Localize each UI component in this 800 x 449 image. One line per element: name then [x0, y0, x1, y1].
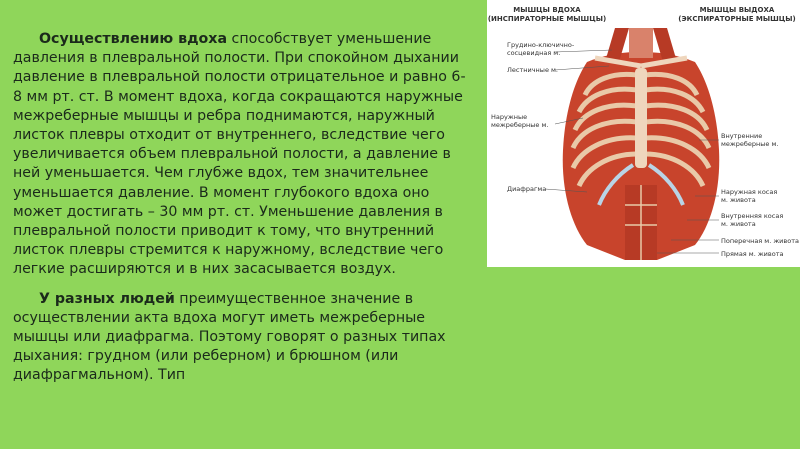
label-external-oblique-2: м. живота [721, 196, 756, 204]
sternum [635, 68, 647, 168]
respiratory-muscles-illustration [487, 0, 800, 267]
label-internal-intercostal-1: Внутренние [721, 132, 763, 140]
header-exhale-subtitle: (ЭКСПИРАТОРНЫЕ МЫШЦЫ) [678, 15, 796, 23]
label-external-intercostal-2: межреберные м. [491, 121, 549, 129]
label-rectus-abdominis: Прямая м. живота [721, 250, 784, 258]
header-inhale-subtitle: (ИНСПИРАТОРНЫЕ МЫШЦЫ) [487, 15, 607, 23]
torso-drawing [563, 28, 720, 260]
paragraph-breathing-types-body: преимущественное значение в осуществлении акта вдоха могут иметь межреберные мышцы или диафрагма. Поэтому говорят о разных типах дыхания: грудном (или реберном) и брюшном (или диафрагмальном). Тип [13, 290, 446, 384]
paragraph-inhalation-lead: Осуществлению вдоха [39, 31, 228, 47]
paragraph-breathing-types-lead: У разных людей [39, 290, 175, 307]
label-sternocleidomastoid-2: сосцевидная м. [507, 49, 561, 57]
body-text [13, 30, 473, 396]
label-internal-oblique-2: м. живота [721, 220, 756, 228]
neck-shape [629, 28, 653, 58]
label-transverse-abdominis: Поперечная м. живота [721, 237, 799, 245]
label-sternocleidomastoid-1: Грудино-ключично- [507, 41, 575, 49]
illustration-canvas [487, 0, 800, 267]
label-external-oblique-1: Наружная косая [721, 188, 778, 196]
label-diaphragm: Диафрагма [507, 185, 547, 193]
label-internal-oblique-1: Внутренняя косая [721, 212, 784, 220]
header-inhale-title: МЫШЦЫ ВДОХА [513, 6, 581, 14]
label-scalene: Лестничные м. [507, 66, 558, 74]
paragraph-breathing-types [13, 290, 473, 386]
paragraph-inhalation-body: способствует уменьшение давления в плевральной полости. При спокойном дыхании давление в плевральной полости отрицательное и равно 6-8 мм рт. ст. В момент вдоха, когда сокращаются наружные межреберные мышцы и ребра поднимаются, наружный листок плевры отходит от внутреннего, вследствие чего увеличивается объем плевральной полости, а давление в ней уменьшается. Чем глубже вдох, тем значительнее уменьшается давление. В момент глубокого вдоха оно может достигать – 30 мм рт. ст. Уменьшение давления в плевральной полости приводит к тому, что внутренний листок плевры стремится к наружному, вследствие чего легкие расширяются и в них засасывается воздух. [13, 31, 466, 278]
header-exhale-title: МЫШЦЫ ВЫДОХА [699, 6, 775, 14]
label-external-intercostal-1: Наружные [491, 113, 528, 121]
paragraph-inhalation [13, 30, 473, 280]
label-internal-intercostal-2: межреберные м. [721, 140, 779, 148]
